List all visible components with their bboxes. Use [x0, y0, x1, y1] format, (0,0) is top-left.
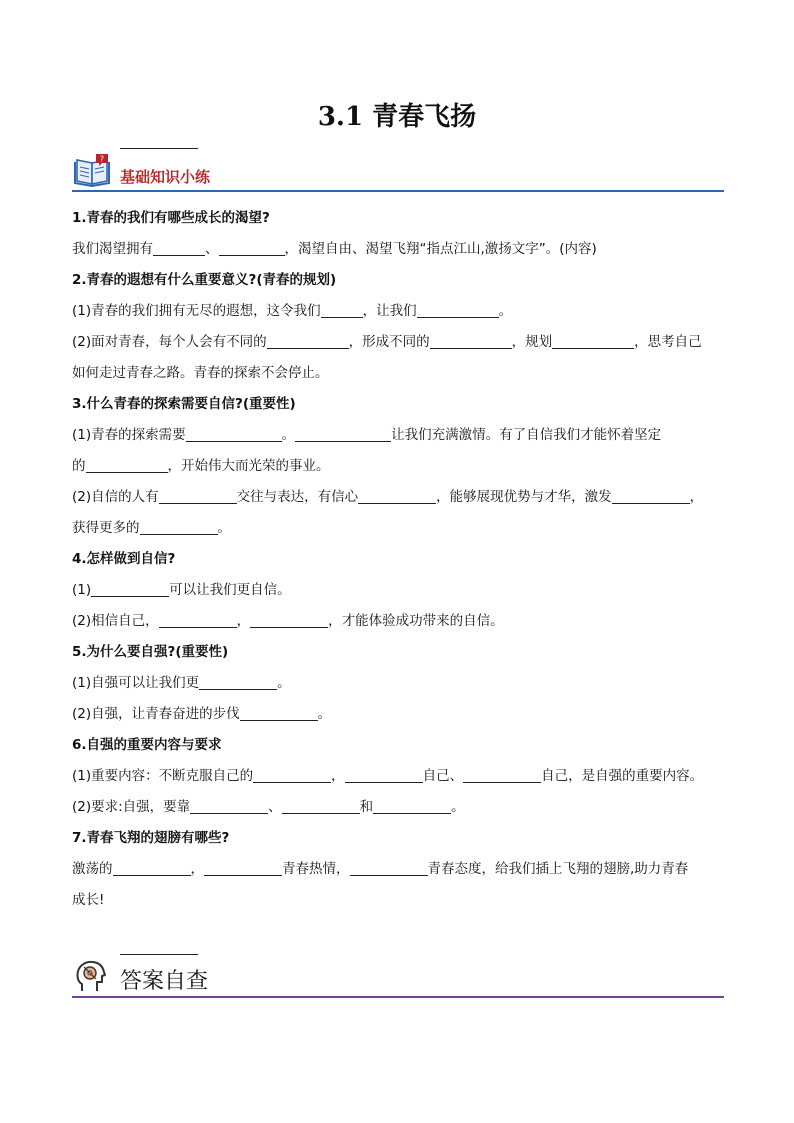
- line-text: 激荡的: [72, 861, 113, 877]
- line-text: (2)相信自己，: [72, 613, 159, 629]
- line-text: 。: [217, 520, 231, 536]
- fill-blank[interactable]: [250, 612, 328, 628]
- line-text: 。: [498, 303, 513, 319]
- line-text: (2)面对青春，每个人会有不同的: [72, 334, 267, 350]
- section-header-basic-practice: [72, 148, 724, 192]
- fill-blank[interactable]: [417, 302, 499, 318]
- line-text: 。: [281, 427, 296, 443]
- line-text: 、: [205, 241, 219, 257]
- line-text: (1)青春的我们拥有无尽的遐想，这令我们: [72, 303, 321, 319]
- line-text: ，让我们: [362, 303, 417, 319]
- line-text: ，规划: [511, 334, 553, 350]
- line-text: 我们渴望拥有: [72, 241, 153, 257]
- line-text: 、: [268, 799, 282, 815]
- line-text: ，开始伟大而光荣的事业。: [167, 458, 330, 474]
- fill-blank[interactable]: [552, 333, 634, 349]
- fill-blank[interactable]: [91, 581, 169, 597]
- line-text: (1)自强可以让我们更: [72, 675, 200, 691]
- question-line: [72, 699, 732, 730]
- fill-blank[interactable]: [463, 767, 541, 783]
- fill-blank[interactable]: [240, 705, 318, 721]
- fill-blank[interactable]: [345, 767, 423, 783]
- question-line: 成长!: [72, 892, 105, 908]
- fill-blank[interactable]: [140, 519, 218, 535]
- fill-blank[interactable]: [153, 240, 205, 256]
- svg-text:?: ?: [99, 154, 105, 164]
- line-text: ，形成不同的: [348, 334, 430, 350]
- fill-blank[interactable]: [113, 860, 191, 876]
- line-text: 的: [72, 458, 86, 474]
- question-line: [72, 327, 732, 358]
- question-title: 6.自强的重要内容与要求: [72, 737, 222, 753]
- line-text: (1): [72, 582, 92, 598]
- fill-blank[interactable]: [358, 488, 436, 504]
- fill-blank[interactable]: [373, 798, 451, 814]
- header-tick-line: [120, 954, 198, 955]
- line-text: ，思考自己: [634, 334, 702, 350]
- line-text: 和: [359, 799, 374, 815]
- question-line: [72, 792, 732, 823]
- header-tick-line: [120, 148, 198, 149]
- fill-blank[interactable]: [253, 767, 331, 783]
- line-text: 交往与表达，有信心: [236, 489, 359, 505]
- fill-blank[interactable]: [321, 302, 363, 318]
- fill-blank[interactable]: [86, 457, 168, 473]
- question-title: 2.青春的遐想有什么重要意义?(青春的规划): [72, 272, 337, 288]
- line-text: 。: [317, 706, 332, 722]
- section-title: 基础知识小练: [120, 168, 211, 186]
- line-text: 让我们充满激情。有了自信我们才能怀着坚定: [391, 427, 662, 443]
- question-line: [72, 761, 732, 792]
- line-text: 自己、: [422, 768, 464, 784]
- line-text: (2)自强，让青春奋进的步伐: [72, 706, 240, 722]
- fill-blank[interactable]: [612, 488, 690, 504]
- line-text: 。: [277, 675, 291, 691]
- line-text: 获得更多的: [72, 520, 140, 536]
- fill-blank[interactable]: [219, 240, 285, 256]
- question-line: [72, 668, 732, 699]
- question-title: 1.青春的我们有哪些成长的渴望?: [72, 210, 270, 226]
- fill-blank[interactable]: [350, 860, 428, 876]
- fill-blank[interactable]: [190, 798, 268, 814]
- fill-blank[interactable]: [186, 426, 282, 442]
- fill-blank[interactable]: [267, 333, 349, 349]
- fill-blank[interactable]: [295, 426, 391, 442]
- book-icon: [72, 152, 112, 188]
- section-title: 答案自查: [120, 969, 209, 994]
- line-text: ，: [689, 489, 704, 505]
- line-text: ，: [190, 861, 204, 877]
- fill-blank[interactable]: [159, 488, 237, 504]
- question-title: 3.什么青春的探索需要自信?(重要性): [72, 396, 296, 412]
- fill-blank[interactable]: [199, 674, 277, 690]
- line-text: 青春态度，给我们插上飞翔的翅膀,助力青春: [427, 861, 689, 877]
- question-list: [72, 203, 732, 916]
- question-line: [72, 451, 732, 482]
- page-title: 3.1 青春飞扬: [317, 102, 477, 132]
- line-text: ，能够展现优势与才华，激发: [436, 489, 612, 505]
- fill-blank[interactable]: [204, 860, 282, 876]
- line-text: ，渴望自由、渴望飞翔“指点江山,激扬文字”。(内容): [284, 241, 597, 257]
- line-text: (1)重要内容：不断克服自己的: [72, 768, 254, 784]
- question-line: [72, 513, 732, 544]
- fill-blank[interactable]: [159, 612, 237, 628]
- line-text: 。: [451, 799, 465, 815]
- question-line: [72, 854, 732, 885]
- section-header-answer-check: [72, 954, 724, 998]
- line-text: ，才能体验成功带来的自信。: [328, 613, 504, 629]
- section-divider: [72, 190, 724, 192]
- question-line: [72, 575, 732, 606]
- question-line: [72, 606, 732, 637]
- question-line: [72, 420, 732, 451]
- line-text: 青春热情，: [282, 861, 350, 877]
- head-gear-icon: [72, 958, 112, 994]
- line-text: (2)要求:自强，要靠: [72, 799, 191, 815]
- line-text: (2)自信的人有: [72, 489, 159, 505]
- question-line: [72, 234, 732, 265]
- question-title: 4.怎样做到自信?: [72, 551, 176, 567]
- section-divider: [72, 996, 724, 998]
- fill-blank[interactable]: [430, 333, 512, 349]
- line-text: 自己，是自强的重要内容。: [541, 768, 704, 784]
- question-title: 5.为什么要自强?(重要性): [72, 644, 229, 660]
- question-line: [72, 482, 732, 513]
- line-text: (1)青春的探索需要: [72, 427, 186, 443]
- question-line: 如何走过青春之路。青春的探索不会停止。: [72, 365, 329, 381]
- line-text: ，: [331, 768, 345, 784]
- line-text: 可以让我们更自信。: [169, 582, 291, 598]
- question-line: [72, 296, 732, 327]
- line-text: ，: [236, 613, 251, 629]
- question-title: 7.青春飞翔的翅膀有哪些?: [72, 830, 230, 846]
- fill-blank[interactable]: [282, 798, 360, 814]
